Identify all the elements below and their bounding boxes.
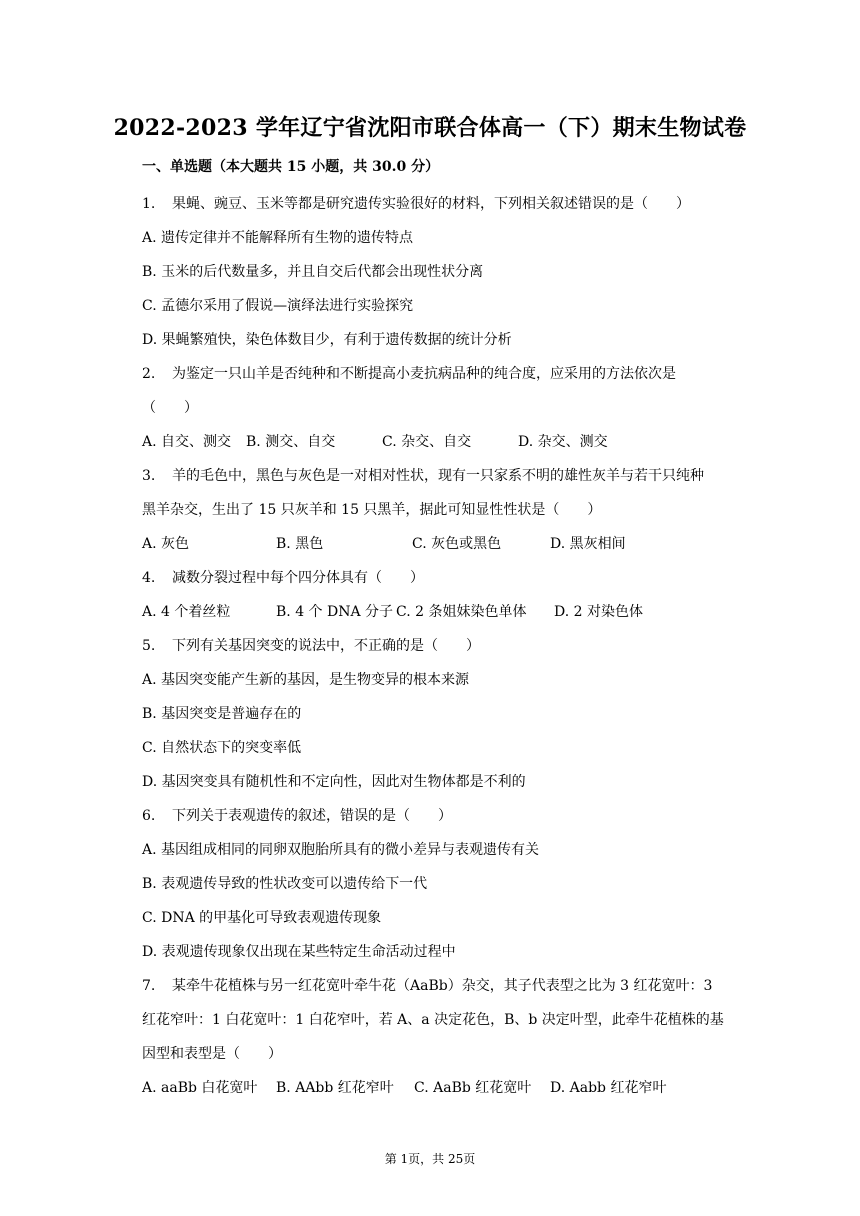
option-a: A. 基因突变能产生新的基因，是生物变异的根本来源	[142, 672, 470, 688]
options-row	[142, 425, 757, 459]
question-3	[142, 459, 757, 493]
page-footer: 第 1页，共 25页	[384, 1152, 476, 1166]
question-stem: 为鉴定一只山羊是否纯种和不断提高小麦抗病品种的纯合度，应采用的方法依次是	[172, 366, 676, 382]
question-number: 6.	[142, 808, 156, 824]
question-2	[142, 357, 757, 391]
question-number: 2.	[142, 366, 156, 382]
option-d: D. 2 对染色体	[554, 604, 643, 620]
option-d: D. 基因突变具有随机性和不定向性，因此对生物体都是不利的	[142, 774, 526, 790]
option-a: A. 遗传定律并不能解释所有生物的遗传特点	[142, 230, 414, 246]
option-b: B. 表观遗传导致的性状改变可以遗传给下一代	[142, 876, 428, 892]
question-stem: 减数分裂过程中每个四分体具有（ ）	[172, 570, 424, 586]
option-c: C. 自然状态下的突变率低	[142, 740, 302, 756]
question-number: 1.	[142, 196, 156, 212]
question-stem: 果蝇、豌豆、玉米等都是研究遗传实验很好的材料，下列相关叙述错误的是（ ）	[172, 196, 690, 212]
option-b: B. 玉米的后代数量多，并且自交后代都会出现性状分离	[142, 264, 484, 280]
option-c: C. DNA 的甲基化可导致表观遗传现象	[142, 910, 382, 926]
question-5	[142, 629, 757, 663]
question-stem-continued: 因型和表型是（ ）	[142, 1046, 282, 1062]
options-row	[142, 527, 757, 561]
option-c: C. 2 条姐妹染色单体	[396, 604, 527, 620]
question-stem: 下列关于表观遗传的叙述，错误的是（ ）	[172, 808, 452, 824]
option-d: D. 杂交、测交	[518, 434, 608, 450]
question-7	[142, 969, 757, 1003]
question-number: 3.	[142, 468, 156, 484]
option-d: D. 表观遗传现象仅出现在某些特定生命活动过程中	[142, 944, 456, 960]
option-a: A. 基因组成相同的同卵双胞胎所具有的微小差异与表观遗传有关	[142, 842, 540, 858]
question-1	[142, 187, 757, 221]
question-4	[142, 561, 757, 595]
question-stem: 羊的毛色中，黑色与灰色是一对相对性状，现有一只家系不明的雄性灰羊与若干只纯种	[172, 468, 704, 484]
option-a: A. aaBb 白花宽叶	[142, 1080, 258, 1096]
option-b: B. AAbb 红花窄叶	[276, 1080, 394, 1096]
question-stem-continued: （ ）	[142, 400, 198, 416]
question-list	[142, 187, 757, 1105]
option-b: B. 测交、自交	[246, 434, 336, 450]
question-stem-continued: 黑羊杂交，生出了 15 只灰羊和 15 只黑羊，据此可知显性性状是（ ）	[142, 502, 602, 518]
option-d: D. Aabb 红花窄叶	[550, 1080, 667, 1096]
options-row	[142, 595, 757, 629]
option-a: A. 灰色	[142, 536, 190, 552]
question-number: 7.	[142, 978, 156, 994]
question-6	[142, 799, 757, 833]
question-stem: 下列有关基因突变的说法中，不正确的是（ ）	[172, 638, 480, 654]
option-c: C. AaBb 红花宽叶	[414, 1080, 532, 1096]
section-heading: 一、单选题（本大题共 15 小题，共 30.0 分）	[142, 159, 440, 175]
option-d: D. 果蝇繁殖快，染色体数目少，有利于遗传数据的统计分析	[142, 332, 512, 348]
option-d: D. 黑灰相间	[550, 536, 626, 552]
option-a: A. 自交、测交	[142, 434, 232, 450]
option-c: C. 孟德尔采用了假说—演绎法进行实验探究	[142, 298, 414, 314]
option-a: A. 4 个着丝粒	[142, 604, 231, 620]
option-c: C. 灰色或黑色	[412, 536, 502, 552]
question-number: 5.	[142, 638, 156, 654]
option-b: B. 基因突变是普遍存在的	[142, 706, 302, 722]
question-stem: 某牵牛花植株与另一红花宽叶牵牛花（AaBb）杂交，其子代表型之比为 3 红花宽叶：3	[172, 978, 713, 994]
question-stem-continued: 红花窄叶：1 白花宽叶：1 白花窄叶，若 A、a 决定花色，B、b 决定叶型，此牵牛花植株的基	[142, 1012, 724, 1028]
options-row	[142, 1071, 757, 1105]
option-c: C. 杂交、自交	[382, 434, 472, 450]
option-b: B. 黑色	[276, 536, 324, 552]
option-b: B. 4 个 DNA 分子	[276, 604, 394, 620]
question-number: 4.	[142, 570, 156, 586]
page-title: 2022-2023 学年辽宁省沈阳市联合体高一（下）期末生物试卷	[113, 115, 747, 141]
